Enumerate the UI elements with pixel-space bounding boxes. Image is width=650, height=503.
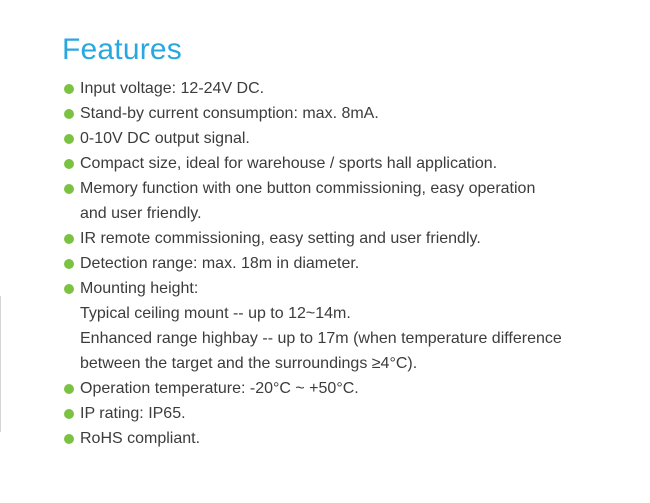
bullet-dot-icon	[64, 109, 74, 119]
feature-text: IR remote commissioning, easy setting and user friendly.	[80, 230, 481, 247]
features-list	[62, 76, 622, 451]
feature-item	[62, 401, 622, 426]
feature-text: Memory function with one button commissioning, easy operation	[80, 180, 536, 197]
feature-item	[62, 126, 622, 151]
bullet-dot-icon	[64, 284, 74, 294]
feature-item	[62, 176, 622, 226]
feature-text-continued: Enhanced range highbay -- up to 17m (when temperature difference	[80, 330, 562, 347]
feature-text-continued: and user friendly.	[80, 205, 202, 222]
bullet-dot-icon	[64, 159, 74, 169]
feature-text: Input voltage: 12-24V DC.	[80, 80, 265, 97]
bullet-dot-icon	[64, 234, 74, 244]
feature-item	[62, 226, 622, 251]
bullet-dot-icon	[64, 184, 74, 194]
feature-text: Stand-by current consumption: max. 8mA.	[80, 105, 379, 122]
feature-item	[62, 251, 622, 276]
bullet-dot-icon	[64, 409, 74, 419]
feature-item	[62, 276, 622, 376]
feature-text: 0-10V DC output signal.	[80, 130, 250, 147]
feature-text: Detection range: max. 18m in diameter.	[80, 255, 360, 272]
feature-text-continued: between the target and the surroundings ≥4°C).	[80, 355, 418, 372]
bullet-dot-icon	[64, 134, 74, 144]
feature-item	[62, 151, 622, 176]
feature-text: IP rating: IP65.	[80, 405, 186, 422]
feature-text: Compact size, ideal for warehouse / sports hall application.	[80, 155, 498, 172]
bullet-dot-icon	[64, 259, 74, 269]
feature-text-continued: Typical ceiling mount -- up to 12~14m.	[80, 305, 351, 322]
features-heading: Features	[62, 33, 182, 66]
feature-item	[62, 376, 622, 401]
feature-item	[62, 101, 622, 126]
feature-item	[62, 426, 622, 451]
feature-text: RoHS compliant.	[80, 430, 201, 447]
bullet-dot-icon	[64, 84, 74, 94]
feature-text: Operation temperature: -20°C ~ +50°C.	[80, 380, 359, 397]
bullet-dot-icon	[64, 384, 74, 394]
bullet-dot-icon	[64, 434, 74, 444]
feature-item	[62, 76, 622, 101]
page-edge-divider	[0, 296, 1, 432]
feature-text: Mounting height:	[80, 280, 199, 297]
